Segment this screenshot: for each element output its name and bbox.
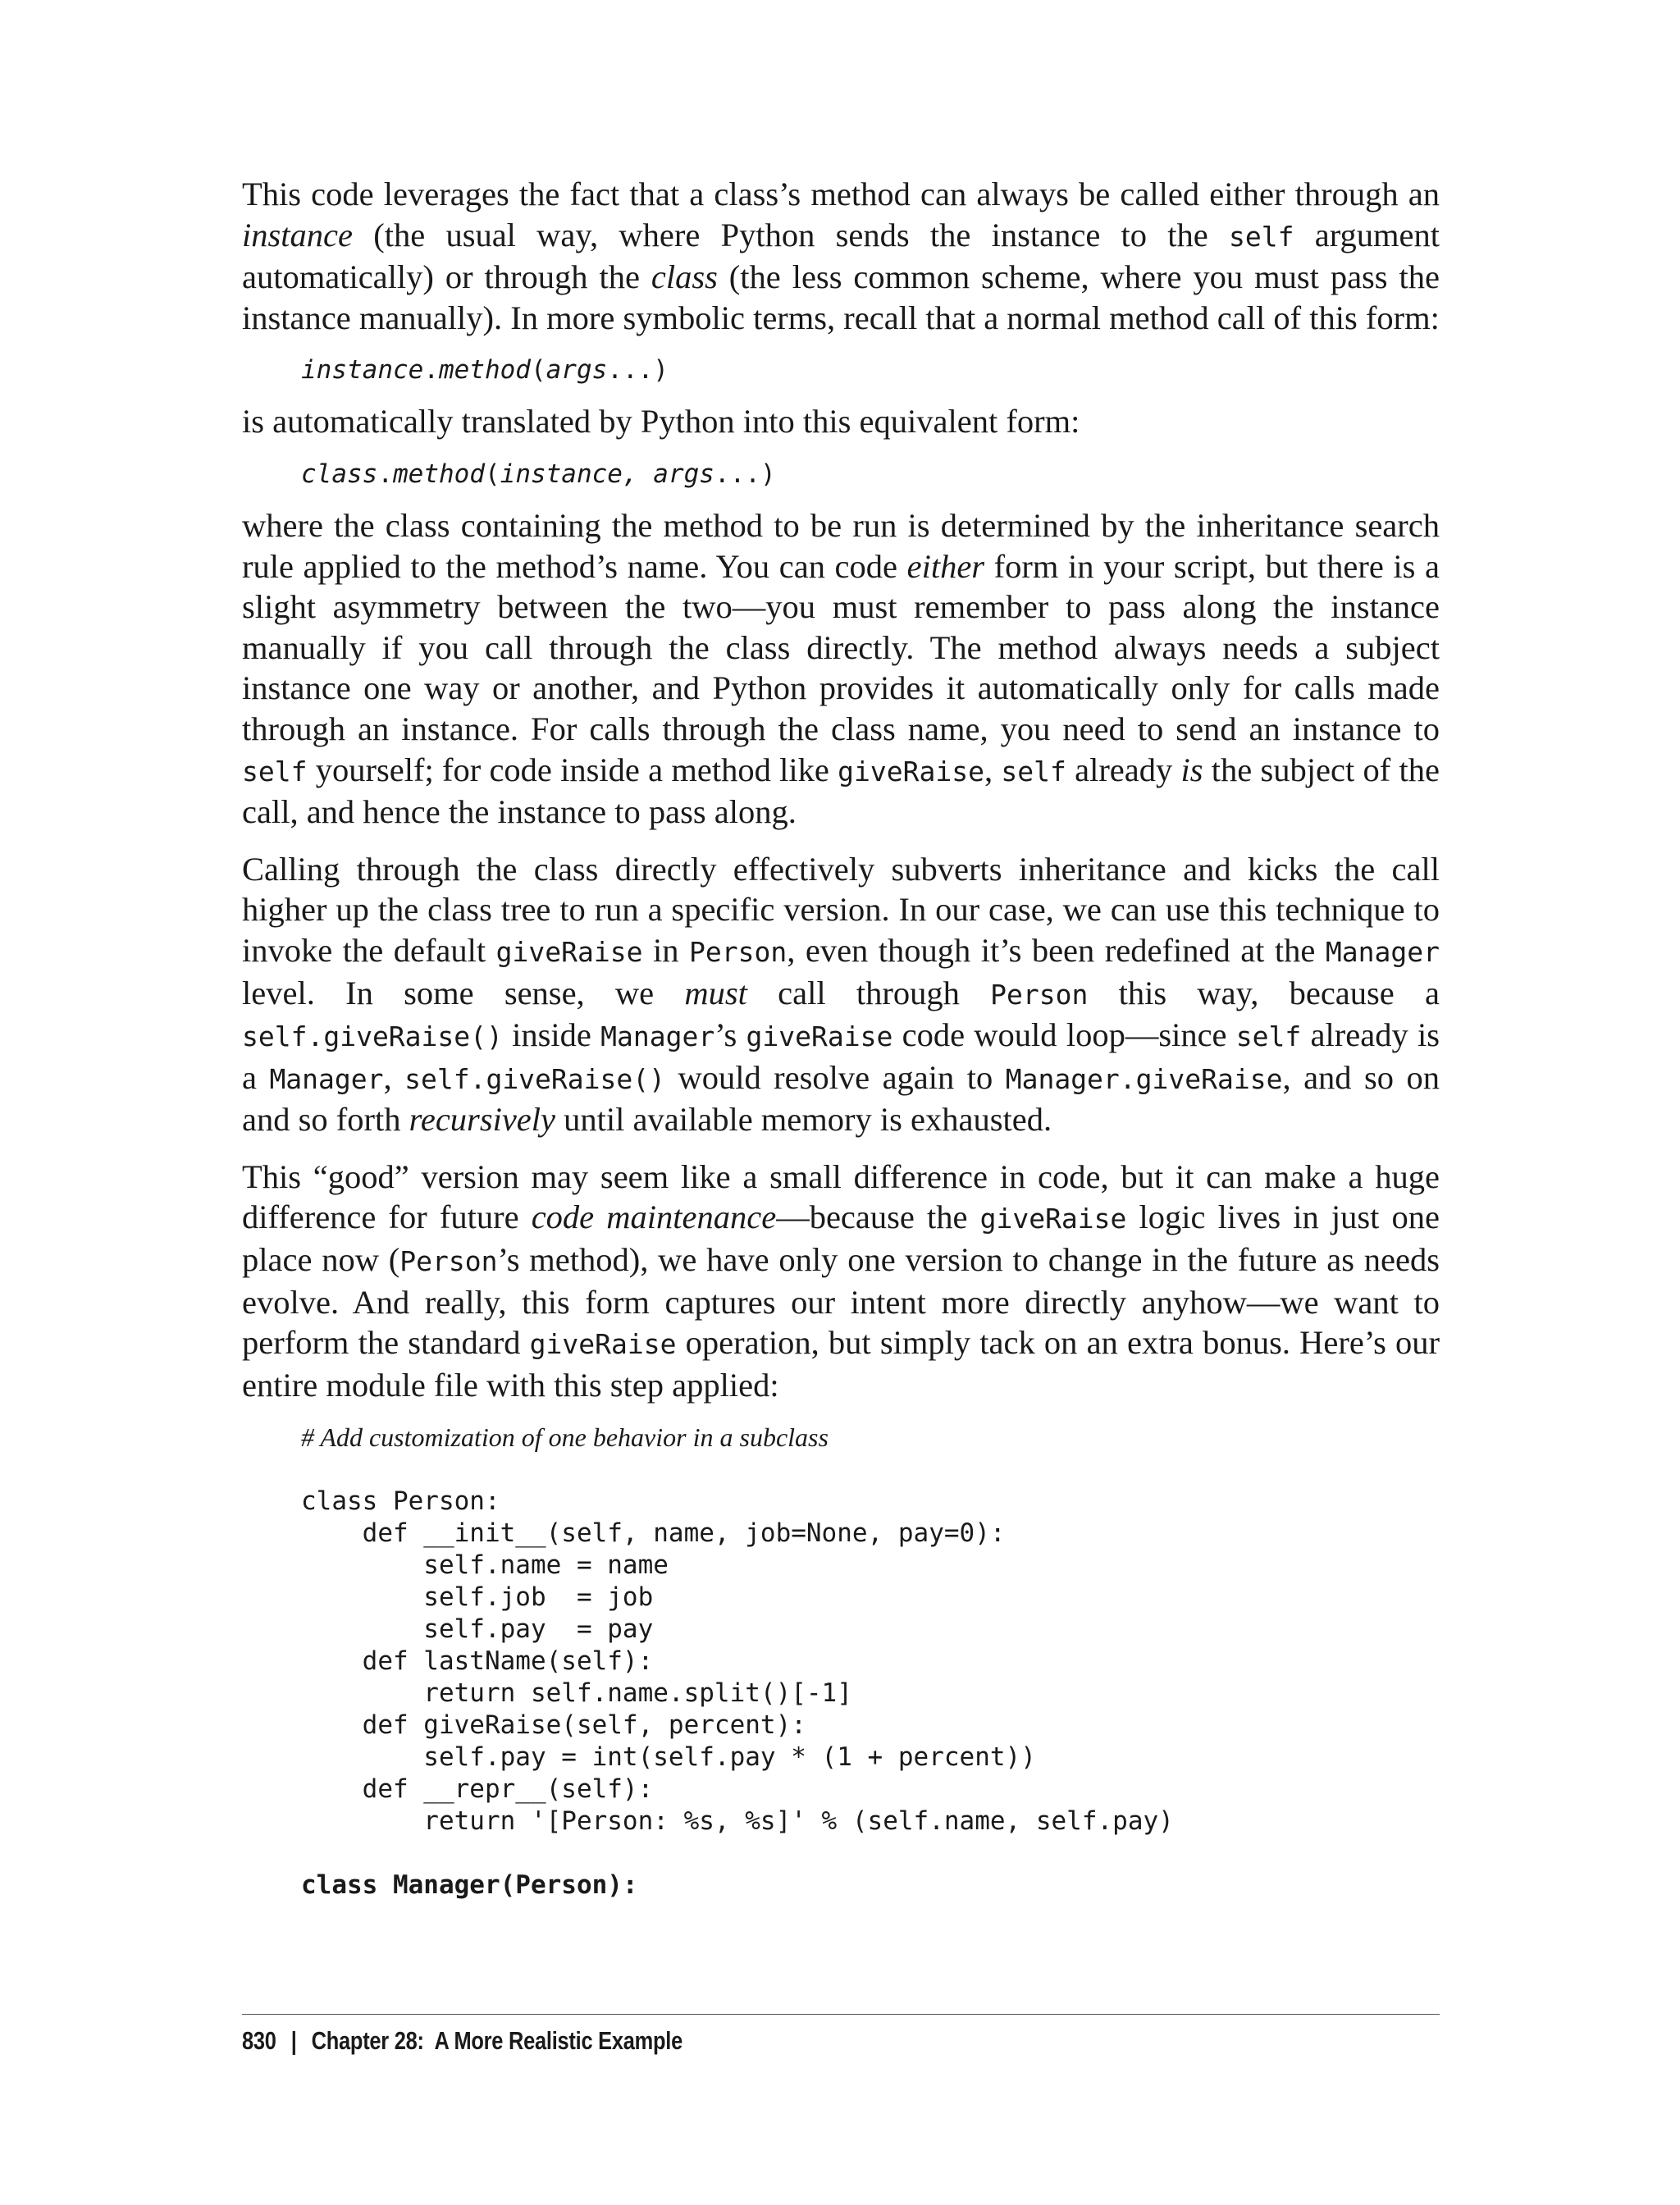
inline-code: self bbox=[242, 755, 308, 788]
code-token: ...) bbox=[607, 355, 669, 386]
code-comment: # Add customization of one behavior in a subclass bbox=[301, 1422, 829, 1453]
code-example-instance-call bbox=[301, 354, 1440, 386]
code-token: method bbox=[393, 459, 485, 489]
code-token: args bbox=[546, 355, 608, 386]
code-line: class Person: bbox=[301, 1486, 500, 1517]
inline-code: self bbox=[1229, 220, 1294, 253]
code-blank-line bbox=[301, 1454, 1440, 1486]
code-line: self.pay = int(self.pay * (1 + percent)) bbox=[301, 1742, 1036, 1773]
paragraph-4 bbox=[242, 849, 1440, 1140]
page-number: 830 bbox=[242, 2026, 276, 2055]
text: ’s method), we have only one version to change in the future as needs evolve. And really, this form captures our intent more directly anyhow—we want to perform the standard bbox=[242, 1241, 1440, 1362]
inline-code: Person bbox=[689, 935, 788, 968]
emphasis: class bbox=[651, 258, 718, 296]
text: already bbox=[1066, 751, 1181, 788]
text: call through bbox=[746, 974, 991, 1011]
text: in bbox=[642, 931, 689, 969]
page-body bbox=[242, 174, 1440, 1916]
text: the subject of the call, and hence the instance to pass along. bbox=[242, 751, 1440, 831]
code-line: return self.name.split()[-1] bbox=[301, 1678, 852, 1709]
paragraph-3 bbox=[242, 505, 1440, 833]
code-line: self.pay = pay bbox=[301, 1614, 654, 1645]
text: until available memory is exhausted. bbox=[555, 1101, 1052, 1139]
text: ’s bbox=[714, 1016, 746, 1054]
inline-code: giveRaise bbox=[838, 755, 984, 788]
inline-code: self bbox=[1001, 755, 1066, 788]
code-token: class bbox=[301, 459, 378, 489]
text: operation, but simply tack on an extra bonus. Here’s our entire module file with this step applied: bbox=[242, 1324, 1440, 1404]
text: —because the bbox=[776, 1198, 980, 1236]
text: code would loop—since bbox=[892, 1016, 1236, 1054]
inline-code: giveRaise bbox=[495, 935, 643, 968]
text: where the class containing the method to be run is determined by the inheritance search rule applied to the method’s name. You can code bbox=[242, 506, 1440, 585]
emphasis: instance bbox=[242, 216, 353, 253]
text: , and so on and so forth bbox=[242, 1058, 1440, 1139]
inline-code: Person bbox=[990, 978, 1089, 1011]
code-example-class-call bbox=[301, 459, 1440, 491]
emphasis: recursively bbox=[409, 1101, 556, 1139]
footer-rule bbox=[242, 2014, 1440, 2015]
code-line: def __init__(self, name, job=None, pay=0): bbox=[301, 1518, 1006, 1549]
text: level. In some sense, we bbox=[242, 974, 685, 1011]
text: Calling through the class directly effectively subverts inheritance and kicks the call higher up the class tree to run a specific version. In our case, we can use this technique to invoke the default bbox=[242, 850, 1440, 969]
text: yourself; for code inside a method like bbox=[307, 751, 838, 788]
code-token: ( bbox=[530, 355, 546, 386]
text: , even though it’s been redefined at the bbox=[787, 931, 1326, 969]
inline-code: giveRaise bbox=[529, 1328, 677, 1361]
code-line-bold: class Manager(Person): bbox=[301, 1870, 638, 1901]
code-line: def lastName(self): bbox=[301, 1646, 654, 1677]
inline-code: self bbox=[1235, 1020, 1302, 1053]
code-line: self.job = job bbox=[301, 1582, 654, 1613]
emphasis: code maintenance bbox=[531, 1198, 777, 1236]
page-footer bbox=[242, 2026, 682, 2056]
inline-code: Manager.giveRaise bbox=[1005, 1062, 1283, 1095]
text: , bbox=[383, 1058, 405, 1096]
inline-code: Person bbox=[399, 1245, 498, 1278]
paragraph-1 bbox=[242, 174, 1440, 338]
emphasis: must bbox=[684, 974, 747, 1011]
footer-separator: | bbox=[290, 2026, 297, 2055]
text: , bbox=[984, 751, 1002, 788]
code-token: method bbox=[438, 355, 531, 386]
chapter-title: Chapter 28: A More Realistic Example bbox=[311, 2026, 683, 2055]
code-token: . bbox=[423, 355, 439, 386]
text: argument automatically) or through the bbox=[242, 216, 1440, 296]
text: form in your script, but there is a slight asymmetry between the two—you must remember to pass along the instance manually if you call through the class directly. The method always needs a subject instance one way or another, and Python provides it automatically only for calls made through an instance. For calls through the class name, you need to send an instance to bbox=[242, 547, 1440, 747]
emphasis: is bbox=[1180, 751, 1203, 788]
inline-code: giveRaise bbox=[979, 1203, 1127, 1235]
code-token: ( bbox=[484, 459, 500, 489]
code-line: def giveRaise(self, percent): bbox=[301, 1710, 806, 1741]
code-blank-line bbox=[301, 1838, 1440, 1869]
code-line: def __repr__(self): bbox=[301, 1774, 654, 1805]
text: logic lives in just one place now ( bbox=[242, 1198, 1440, 1279]
code-line: return '[Person: %s, %s]' % (self.name, self.pay) bbox=[301, 1806, 1174, 1837]
inline-code: Manager bbox=[600, 1020, 715, 1053]
text: This “good” version may seem like a small difference in code, but it can make a huge difference for future bbox=[242, 1157, 1440, 1236]
text: this way, because a bbox=[1088, 974, 1440, 1011]
code-token: instance, args bbox=[500, 459, 714, 489]
code-token: instance bbox=[301, 355, 424, 386]
text: would resolve again to bbox=[665, 1058, 1006, 1096]
paragraph-2: is automatically translated by Python into this equivalent form: bbox=[242, 403, 1080, 441]
code-line: self.name = name bbox=[301, 1550, 669, 1581]
inline-code: self.giveRaise() bbox=[242, 1020, 503, 1053]
text: (the usual way, where Python sends the instance to the bbox=[352, 216, 1230, 253]
text: This code leverages the fact that a class’s method can always be called either through an bbox=[242, 176, 1440, 212]
text: already is a bbox=[242, 1016, 1440, 1096]
inline-code: Manager bbox=[269, 1062, 384, 1095]
inline-code: self.giveRaise() bbox=[404, 1062, 665, 1095]
code-token: . bbox=[377, 459, 393, 489]
code-token: ...) bbox=[714, 459, 776, 489]
text: inside bbox=[502, 1016, 601, 1054]
emphasis: either bbox=[906, 547, 985, 585]
inline-code: giveRaise bbox=[746, 1020, 893, 1053]
paragraph-5 bbox=[242, 1157, 1440, 1406]
text: (the less common scheme, where you must pass the instance manually). In more symbolic terms, recall that a normal method call of this form: bbox=[242, 258, 1440, 336]
inline-code: Manager bbox=[1325, 935, 1440, 968]
code-listing-module bbox=[301, 1422, 1440, 1901]
